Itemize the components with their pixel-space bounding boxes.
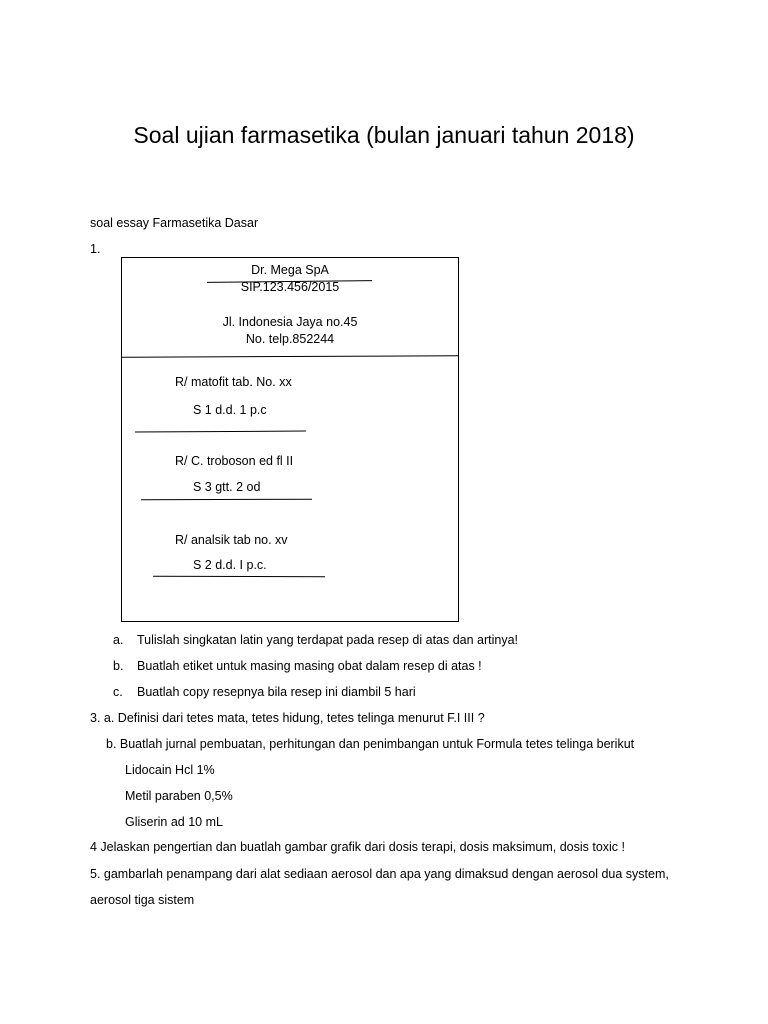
- recipe-line: R/ C. troboson ed fl II: [175, 454, 294, 468]
- question-5: 5. gambarlah penampang dari alat sediaan aerosol dan apa yang dimaksud dengan aerosol dua system,: [90, 867, 669, 881]
- doctor-name: Dr. Mega SpA: [251, 263, 329, 277]
- list-item: Buatlah etiket untuk masing masing obat dalam resep di atas !: [137, 659, 482, 673]
- formula-item: Metil paraben 0,5%: [125, 789, 233, 803]
- list-marker: c.: [113, 685, 123, 699]
- signa-line: S 2 d.d. I p.c.: [193, 558, 267, 572]
- signa-line: S 1 d.d. 1 p.c: [193, 403, 267, 417]
- question-3a: 3. a. Definisi dari tetes mata, tetes hidung, tetes telinga menurut F.I III ?: [90, 711, 485, 725]
- question-4: 4 Jelaskan pengertian dan buatlah gambar grafik dari dosis terapi, dosis maksimum, dosis toxic !: [90, 840, 625, 854]
- question-1-number: 1.: [90, 242, 101, 256]
- list-marker: a.: [113, 633, 124, 647]
- signa-line: S 3 gtt. 2 od: [193, 480, 261, 494]
- page-title: Soal ujian farmasetika (bulan januari tahun 2018): [133, 122, 635, 148]
- recipe-line: R/ matofit tab. No. xx: [175, 375, 292, 389]
- prescription-box: [121, 257, 459, 622]
- recipe-line: R/ analsik tab no. xv: [175, 533, 288, 547]
- doctor-address: Jl. Indonesia Jaya no.45: [222, 315, 358, 329]
- doctor-sip: SIP.123.456/2015: [240, 280, 340, 294]
- doctor-phone: No. telp.852244: [245, 332, 335, 346]
- question-5-continued: aerosol tiga sistem: [90, 893, 195, 907]
- subtitle: soal essay Farmasetika Dasar: [90, 216, 259, 230]
- question-3b: b. Buatlah jurnal pembuatan, perhitungan dan penimbangan untuk Formula tetes telinga berikut: [106, 737, 635, 751]
- list-item: Buatlah copy resepnya bila resep ini diambil 5 hari: [137, 685, 416, 699]
- list-marker: b.: [113, 659, 124, 673]
- formula-item: Lidocain Hcl 1%: [125, 763, 215, 777]
- formula-item: Gliserin ad 10 mL: [125, 815, 223, 829]
- list-item: Tulislah singkatan latin yang terdapat pada resep di atas dan artinya!: [137, 633, 519, 647]
